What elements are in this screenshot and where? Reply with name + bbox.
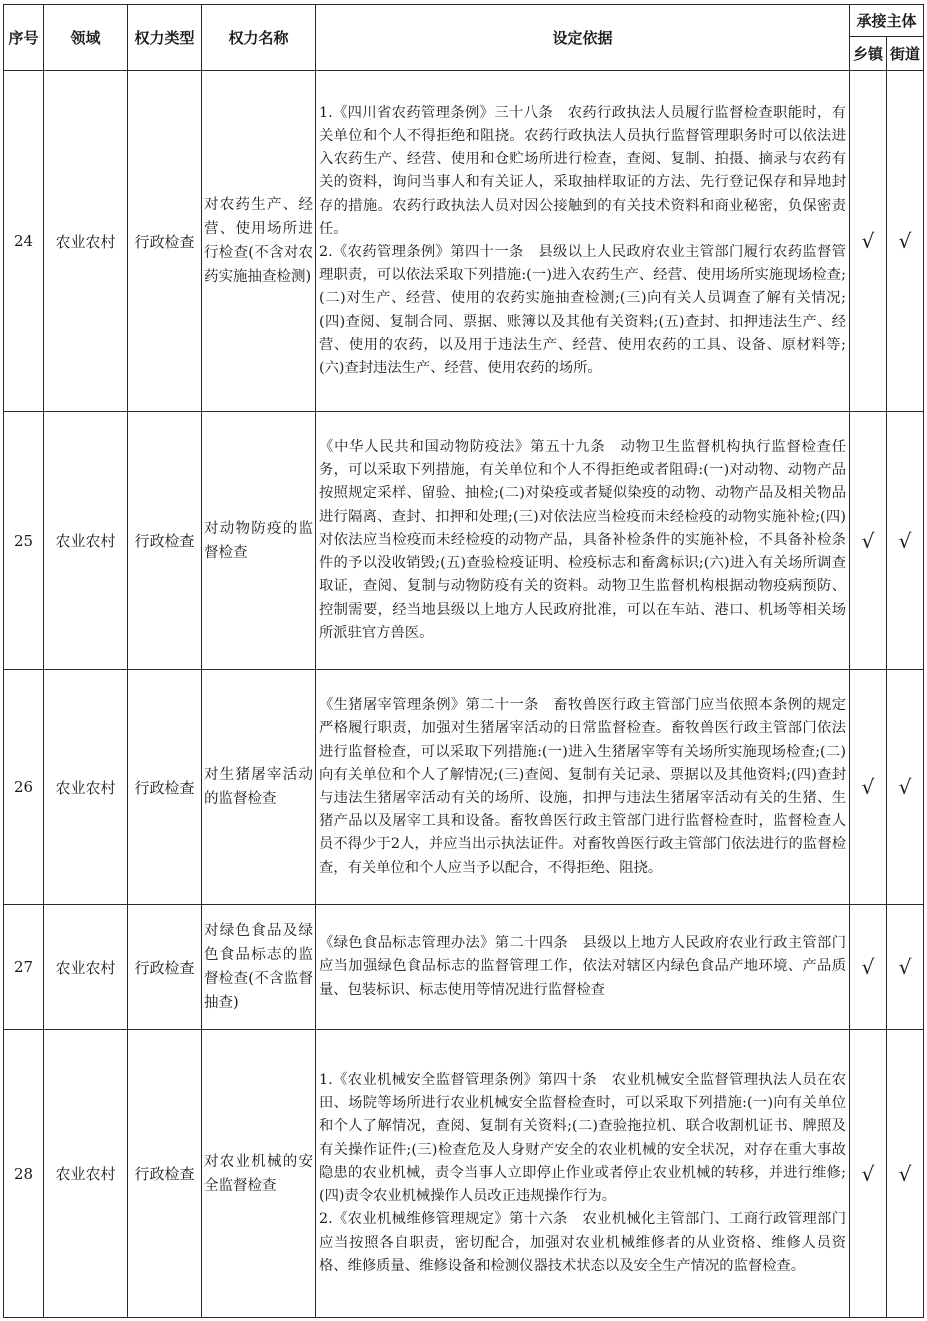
header-subject-group: 承接主体 <box>850 5 924 37</box>
powers-table <box>3 4 924 1318</box>
row-power-name: 对农业机械的安全监督检查 <box>202 1030 316 1318</box>
township-check-icon: √ <box>850 412 887 670</box>
row-index: 26 <box>4 670 44 905</box>
basis-paragraph: 1.《农业机械安全监督管理条例》第四十条 农业机械安全监督管理执法人员在农田、场院等场所进行农业机械安全监督检查时，可以采取下列措施:(一)向有关单位和个人了解情况，查阅、复制有关资料;(二)查验拖拉机、联合收割机证书、牌照及有关操作证件;(三)检查危及人身财产安全的农业机械的安全状况，对存在重大事故隐患的农业机械，责令当事人立即停止作业或者停止农业机械的转移，并进行维修;(四)责令农业机械操作人员改正违规操作行为。 <box>319 1072 846 1205</box>
header-power-name: 权力名称 <box>202 5 316 71</box>
row-basis <box>316 71 850 412</box>
table-row <box>4 670 924 905</box>
subdistrict-check-icon: √ <box>887 670 924 905</box>
header-subdistrict: 街道 <box>887 37 924 71</box>
township-check-icon: √ <box>850 905 887 1030</box>
basis-paragraph: 2.《农业机械维修管理规定》第十六条 农业机械化主管部门、工商行政管理部门应当按照各自职责，密切配合，加强对农业机械维修者的从业资格、维修人员资格、维修质量、维修设备和检测仪器技术状态以及安全生产情况的监督检查。 <box>319 1211 846 1274</box>
row-index: 25 <box>4 412 44 670</box>
subdistrict-check-icon: √ <box>887 1030 924 1318</box>
row-basis <box>316 412 850 670</box>
header-basis: 设定依据 <box>316 5 850 71</box>
row-domain: 农业农村 <box>44 412 128 670</box>
row-domain: 农业农村 <box>44 71 128 412</box>
row-power-type: 行政检查 <box>128 71 202 412</box>
table-row <box>4 905 924 1030</box>
row-domain: 农业农村 <box>44 1030 128 1318</box>
basis-paragraph: 1.《四川省农药管理条例》三十八条 农药行政执法人员履行监督检查职能时，有关单位和个人不得拒绝和阻挠。农药行政执法人员执行监督管理职务时可以依法进入农药生产、经营、使用和仓贮场所进行检查，查阅、复制、拍摄、摘录与农药有关的资料，询问当事人和有关证人，采取抽样取证的方法、先行登记保存和异地封存的措施。农药行政执法人员对因公接触到的有关技术资料和商业秘密，负保密责任。 <box>319 104 846 237</box>
subdistrict-check-icon: √ <box>887 71 924 412</box>
row-index: 24 <box>4 71 44 412</box>
basis-paragraph: 《中华人民共和国动物防疫法》第五十九条 动物卫生监督机构执行监督检查任务，可以采取下列措施，有关单位和个人不得拒绝或者阻碍:(一)对动物、动物产品按照规定采样、留验、抽检;(二)对染疫或者疑似染疫的动物、动物产品及相关物品进行隔离、查封、扣押和处理;(三)对依法应当检疫而未经检疫的动物实施补检;(四)对依法应当检疫而未经检疫的动物产品，具备补检条件的实施补检，不具备补检条件的予以没收销毁;(五)查验检疫证明、检疫标志和畜禽标识;(六)进入有关场所调查取证，查阅、复制与动物防疫有关的资料。动物卫生监督机构根据动物疫病预防、控制需要，经当地县级以上地方人民政府批准，可以在车站、港口、机场等相关场所派驻官方兽医。 <box>319 439 846 641</box>
row-power-name: 对绿色食品及绿色食品标志的监督检查(不含监督抽查) <box>202 905 316 1030</box>
row-power-name: 对生猪屠宰活动的监督检查 <box>202 670 316 905</box>
table-row <box>4 1030 924 1318</box>
row-power-type: 行政检查 <box>128 1030 202 1318</box>
row-domain: 农业农村 <box>44 905 128 1030</box>
header-index: 序号 <box>4 5 44 71</box>
row-power-name: 对农药生产、经营、使用场所进行检查(不含对农药实施抽查检测) <box>202 71 316 412</box>
subdistrict-check-icon: √ <box>887 905 924 1030</box>
subdistrict-check-icon: √ <box>887 412 924 670</box>
header-domain: 领域 <box>44 5 128 71</box>
row-power-name: 对动物防疫的监督检查 <box>202 412 316 670</box>
row-power-type: 行政检查 <box>128 905 202 1030</box>
row-basis <box>316 905 850 1030</box>
table-row <box>4 412 924 670</box>
row-index: 27 <box>4 905 44 1030</box>
row-domain: 农业农村 <box>44 670 128 905</box>
row-basis <box>316 1030 850 1318</box>
header-power-type: 权力类型 <box>128 5 202 71</box>
row-basis <box>316 670 850 905</box>
basis-paragraph: 《生猪屠宰管理条例》第二十一条 畜牧兽医行政主管部门应当依照本条例的规定严格履行职责，加强对生猪屠宰活动的日常监督检查。畜牧兽医行政主管部门依法进行监督检查，可以采取下列措施:(一)进入生猪屠宰等有关场所实施现场检查;(二)向有关单位和个人了解情况;(三)查阅、复制有关记录、票据以及其他资料;(四)查封与违法生猪屠宰活动有关的场所、设施，扣押与违法生猪屠宰活动有关的生猪、生猪产品以及屠宰工具和设备。畜牧兽医行政主管部门进行监督检查时，监督检查人员不得少于2人，并应当出示执法证件。对畜牧兽医行政主管部门依法进行的监督检查，有关单位和个人应当予以配合，不得拒绝、阻挠。 <box>319 697 846 876</box>
row-power-type: 行政检查 <box>128 412 202 670</box>
table-row <box>4 71 924 412</box>
township-check-icon: √ <box>850 1030 887 1318</box>
row-index: 28 <box>4 1030 44 1318</box>
township-check-icon: √ <box>850 670 887 905</box>
header-township: 乡镇 <box>850 37 887 71</box>
basis-paragraph: 《绿色食品标志管理办法》第二十四条 县级以上地方人民政府农业行政主管部门应当加强绿色食品标志的监督管理工作，依法对辖区内绿色食品产地环境、产品质量、包装标识、标志使用等情况进行监督检查 <box>319 935 846 998</box>
basis-paragraph: 2.《农药管理条例》第四十一条 县级以上人民政府农业主管部门履行农药监督管理职责，可以依法采取下列措施:(一)进入农药生产、经营、使用场所实施现场检查;(二)对生产、经营、使用的农药实施抽查检测;(三)向有关人员调查了解有关情况;(四)查阅、复制合同、票据、账簿以及其他有关资料;(五)查封、扣押违法生产、经营、使用的农药，以及用于违法生产、经营、使用农药的工具、设备、原材料等;(六)查封违法生产、经营、使用农药的场所。 <box>319 244 846 377</box>
township-check-icon: √ <box>850 71 887 412</box>
row-power-type: 行政检查 <box>128 670 202 905</box>
